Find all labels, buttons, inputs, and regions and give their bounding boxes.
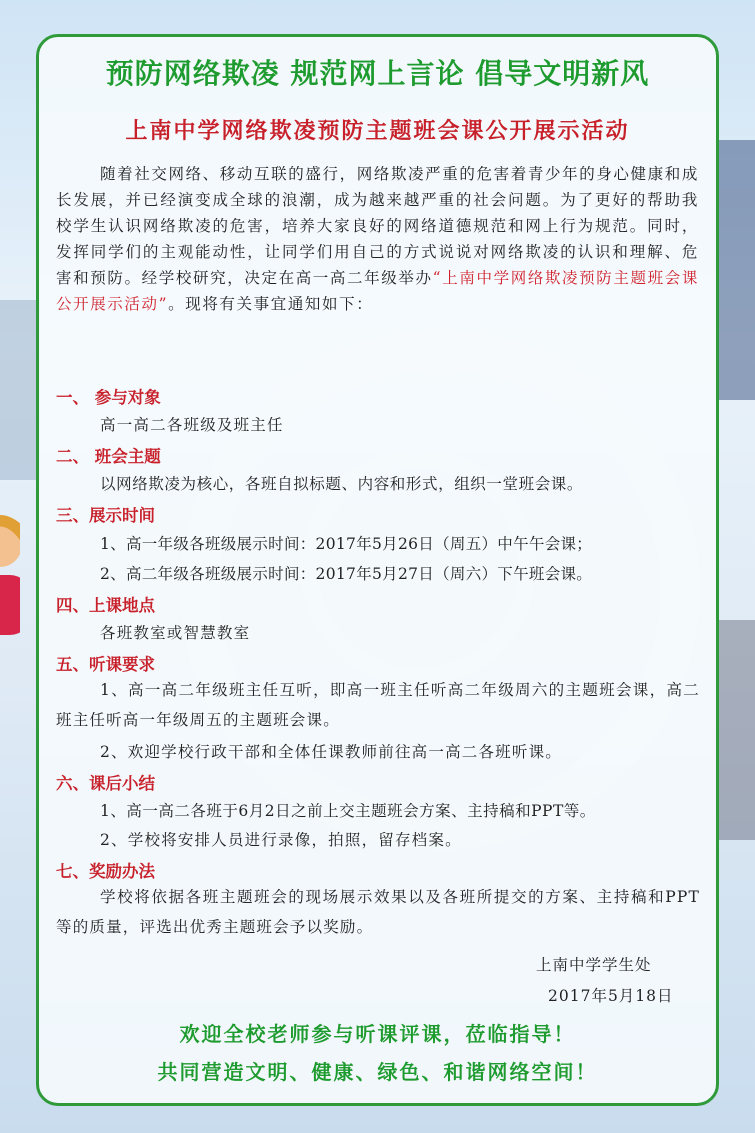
background-screen — [719, 140, 755, 400]
section-heading-7: 七、奖励办法 — [56, 862, 155, 881]
section-3-line-1: 1、高一年级各班级展示时间：2017年5月26日（周五）中午午会课； — [100, 535, 593, 553]
section-6-line-1: 1、高一高二各班于6月2日之前上交主题班会方案、主持稿和PPT等。 — [100, 802, 596, 820]
section-1-line-1: 高一高二各班级及班主任 — [100, 416, 284, 434]
section-heading-5: 五、听课要求 — [56, 655, 155, 674]
main-title: 预防网络欺凌 规范网上言论 倡导文明新风 — [105, 57, 650, 90]
subtitle: 上南中学网络欺凌预防主题班会课公开展示活动 — [125, 119, 630, 144]
footer-line-2: 共同营造文明、健康、绿色、和谐网络空间！ — [157, 1060, 598, 1084]
signature-date: 2017年5月18日 — [548, 987, 674, 1005]
background-building — [0, 300, 40, 480]
section-7-line-1: 学校将依据各班主题班会的现场展示效果以及各班所提交的方案、主持稿和PPT等的质量，评选出优秀主题班会予以奖励。 — [56, 888, 700, 936]
section-5-line-1: 1、高一高二年级班主任互听，即高一班主任听高二年级周六的主题班会课，高二班主任听高一年级周五的主题班会课。 — [56, 681, 700, 729]
section-4-line-1: 各班教室或智慧教室 — [100, 624, 251, 642]
section-heading-6: 六、课后小结 — [56, 774, 155, 793]
section-heading-2: 二、 班会主题 — [56, 447, 161, 466]
section-5-line-2: 2、欢迎学校行政干部和全体任课教师前往高一高二各班听课。 — [100, 743, 562, 761]
intro-text-b: 。现将有关事宜通知如下： — [168, 295, 374, 313]
section-3-line-2: 2、高二年级各班级展示时间：2017年5月27日（周六）下午班会课。 — [100, 565, 593, 583]
background-film-strip — [719, 620, 755, 840]
intro-event-name: “上南中学网络欺凌预防主题班会课公开展示活动” — [56, 269, 700, 313]
section-2-line-1: 以网络欺凌为核心，各班自拟标题、内容和形式，组织一堂班会课。 — [100, 475, 584, 493]
signature-org: 上南中学学生处 — [536, 956, 652, 974]
section-heading-1: 一、 参与对象 — [56, 388, 161, 407]
section-heading-3: 三、展示时间 — [56, 506, 155, 525]
section-heading-4: 四、上课地点 — [56, 596, 155, 615]
person-avatar-icon — [0, 505, 20, 635]
footer-line-1: 欢迎全校老师参与听课评课，莅临指导！ — [179, 1022, 576, 1046]
intro-paragraph — [56, 161, 699, 317]
section-6-line-2: 2、学校将安排人员进行录像，拍照，留存档案。 — [100, 831, 462, 849]
intro-text-a: 随着社交网络、移动互联的盛行，网络欺凌严重的危害着青少年的身心健康和成长发展，并已经演变成全球的浪潮，成为越来越严重的社会问题。为了更好的帮助我校学生认识网络欺凌的危害，培养大家良好的网络道德规范和网上行为规范。同时，发挥同学们的主观能动性，让同学们用自己的方式说说对网络欺凌的认识和理解、危害和预防。经学校研究，决定在高一高二年级举办 — [56, 165, 699, 287]
